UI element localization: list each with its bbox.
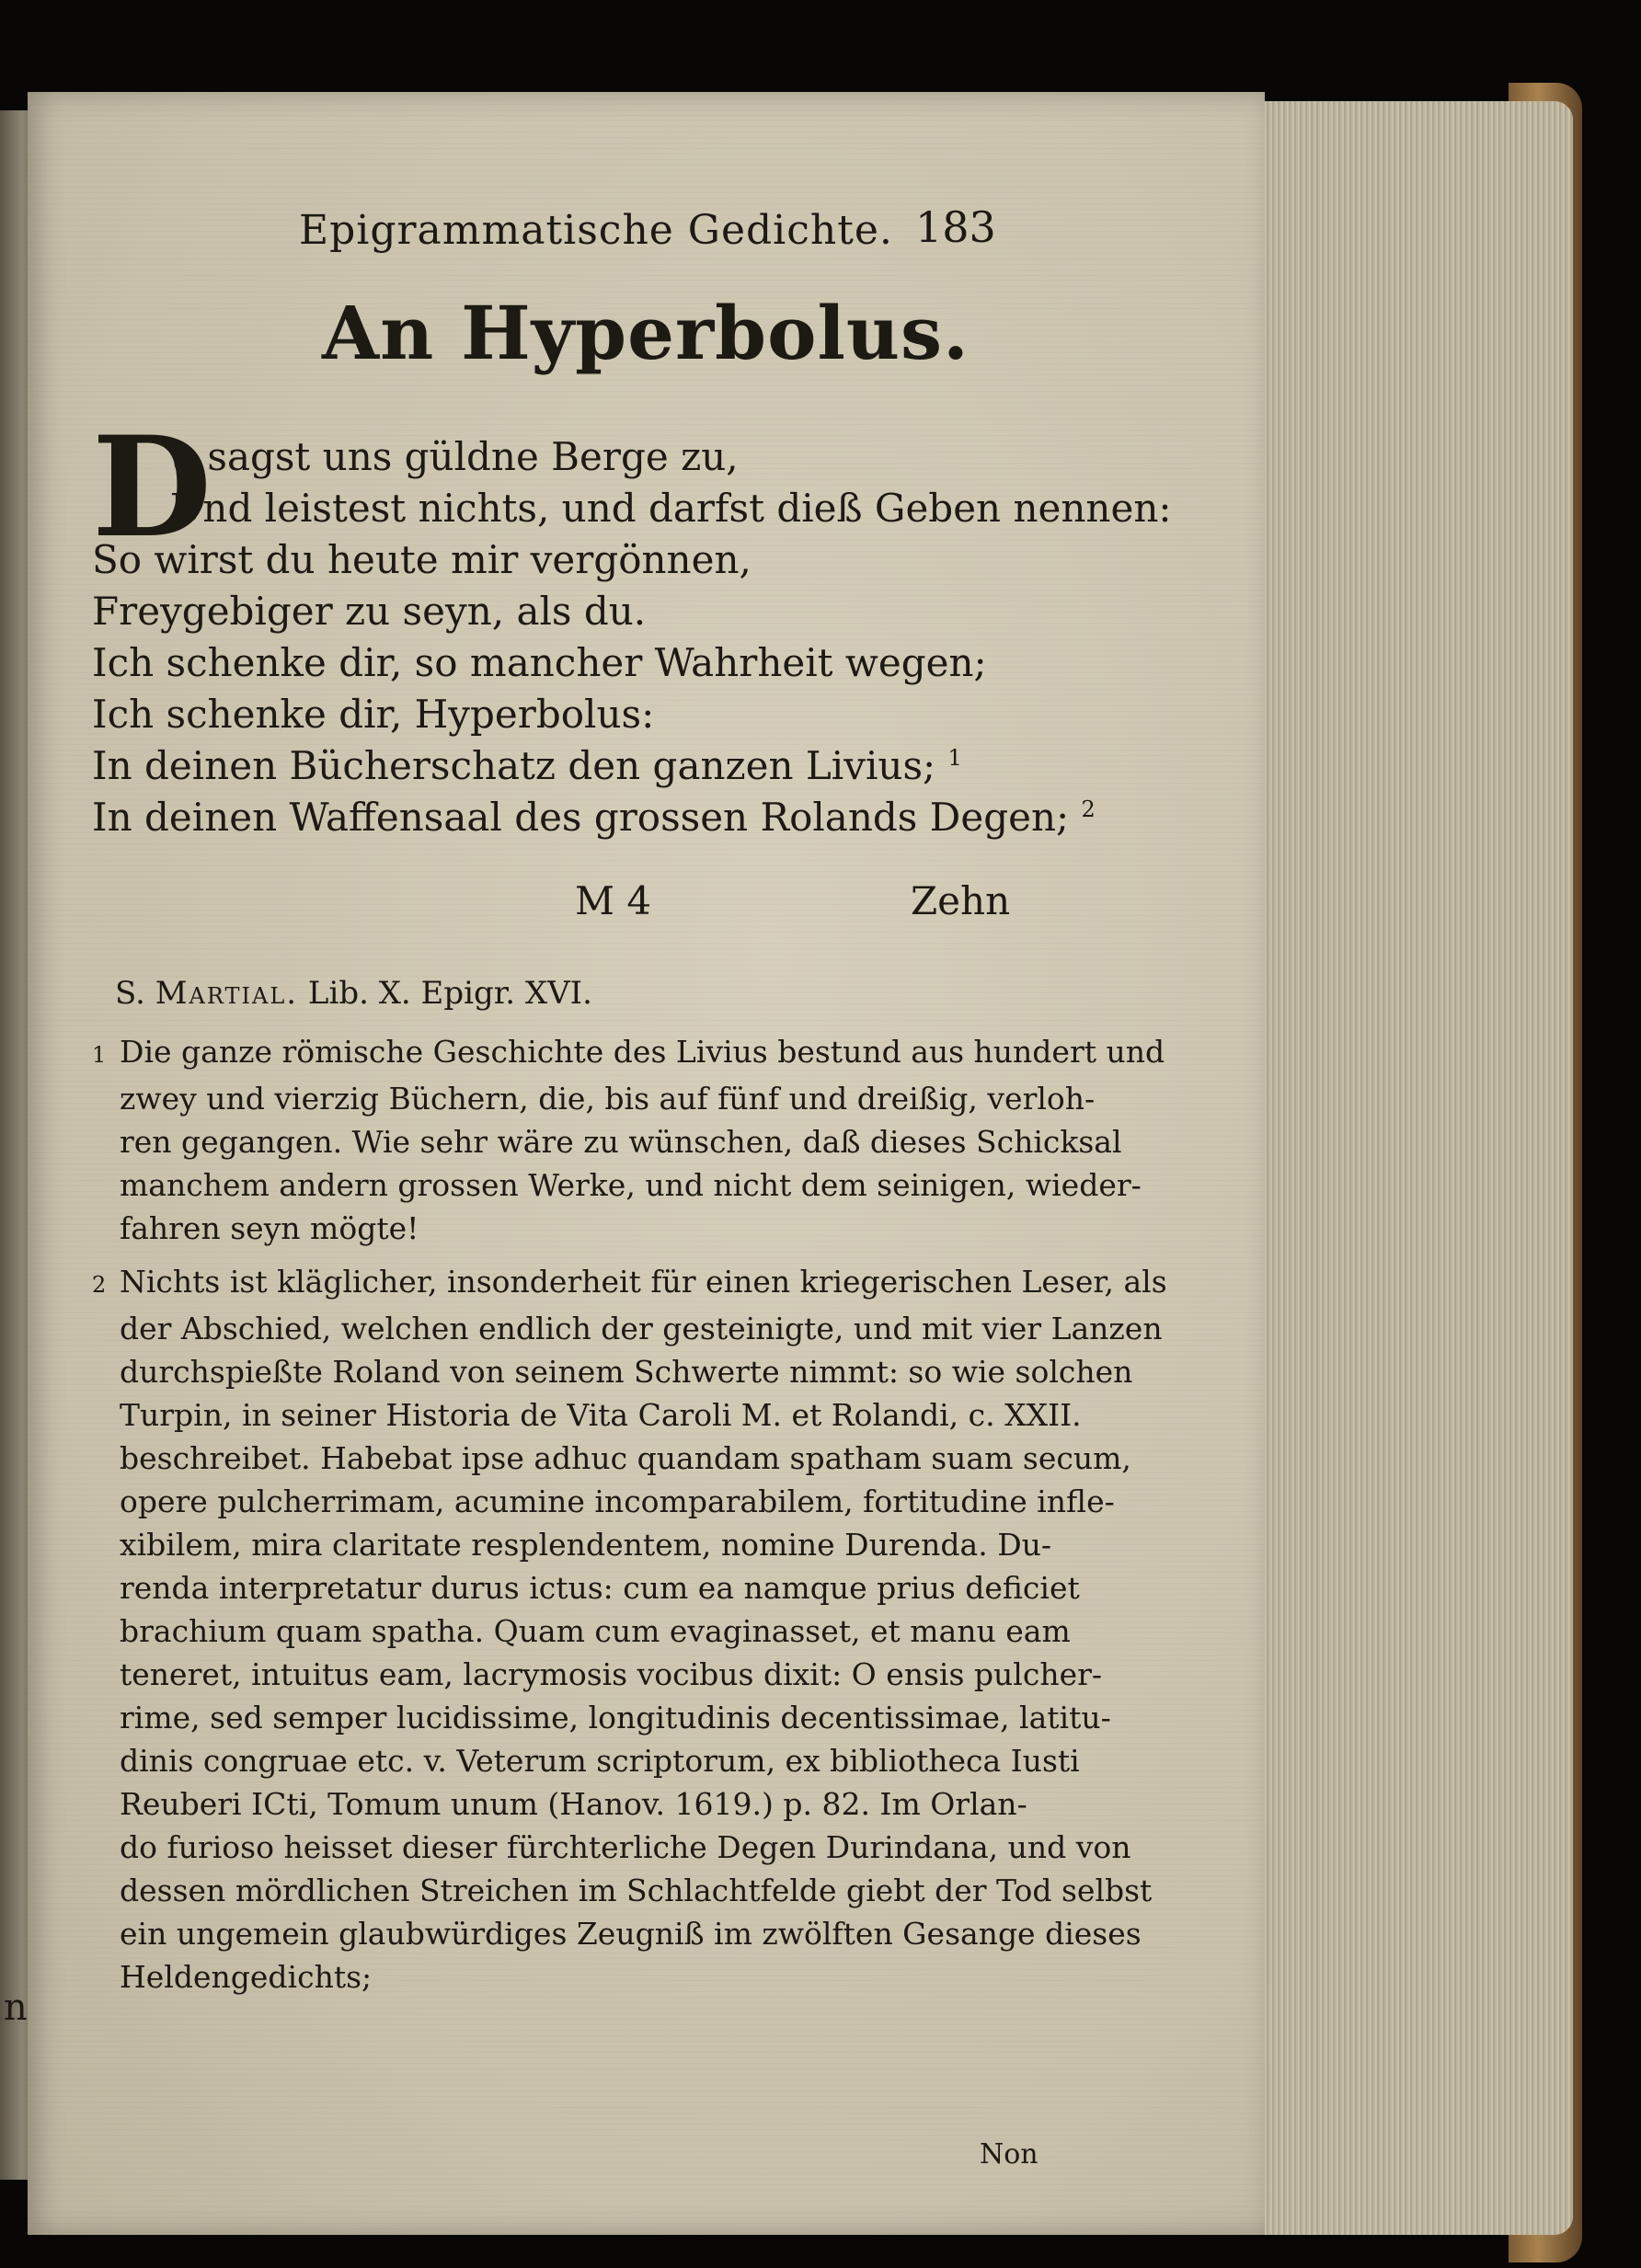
footnote-1 xyxy=(92,1030,1165,1250)
footnote-line: Turpin, in seiner Historia de Vita Caroli M. et Rolandi, c. XXII. xyxy=(120,1397,1082,1433)
footnote-line: fahren seyn mögte! xyxy=(120,1210,419,1246)
footnote-line: ren gegangen. Wie sehr wäre zu wünschen, daß dieses Schicksal xyxy=(120,1124,1122,1160)
poem-line: u sagst uns güldne Berge zu, xyxy=(170,434,739,479)
poem-line: Ich schenke dir, Hyperbolus: xyxy=(92,692,655,737)
footnote-number: 2 xyxy=(92,1272,107,1298)
poem-line: In deinen Bücherschatz den ganzen Livius; $^1$ xyxy=(92,743,962,788)
footnote-line: der Abschied, welchen endlich der gesteinigte, und mit vier Lanzen xyxy=(120,1311,1163,1346)
footnote-line: renda interpretatur durus ictus: cum ea namque prius deficiet xyxy=(120,1570,1080,1606)
poem-line: Freygebiger zu seyn, als du. xyxy=(92,589,647,634)
poem-line: Und leistest nichts, und darfst dieß Geben nennen: xyxy=(170,486,1172,531)
footnote-line: zwey und vierzig Büchern, die, bis auf fünf und dreißig, verloh- xyxy=(120,1081,1096,1117)
footnote-line: do furioso heisset dieser fürchterliche Degen Durindana, und von xyxy=(120,1829,1131,1865)
footnote-line: dessen mördlichen Streichen im Schlachtfelde giebt der Tod selbst xyxy=(120,1873,1153,1908)
running-head: Epigrammatische Gedichte. xyxy=(299,207,893,254)
poem-line: Ich schenke dir, so mancher Wahrheit wegen; xyxy=(92,640,987,685)
footnote-line: Die ganze römische Geschichte des Livius bestund aus hundert und xyxy=(120,1034,1165,1070)
poem-title: An Hyperbolus. xyxy=(322,290,970,376)
page-number: 183 xyxy=(915,202,996,252)
footnote-number: 1 xyxy=(92,1042,107,1068)
facing-page-fragment: n xyxy=(4,1987,28,2029)
footnote-line: Reuberi ICti, Tomum unum (Hanov. 1619.) p. 82. Im Orlan- xyxy=(120,1786,1027,1822)
footnote-line: opere pulcherrimam, acumine incomparabilem, fortitudine infle- xyxy=(120,1483,1115,1519)
source-citation xyxy=(115,975,592,1012)
footnote-line: dinis congruae etc. v. Veterum scriptorum, ex bibliotheca Iusti xyxy=(120,1743,1080,1779)
footnote-line: Heldengedichts; xyxy=(120,1959,373,1995)
poem-line: In deinen Waffensaal des grossen Rolands Degen; $^2$ xyxy=(92,795,1096,840)
source-author: Martial. xyxy=(155,975,299,1012)
footnote-line: brachium quam spatha. Quam cum evaginasset, et manu eam xyxy=(120,1613,1071,1649)
source-reference: Lib. X. Epigr. XVI. xyxy=(307,975,592,1012)
catchword: Zehn xyxy=(911,878,1011,923)
page-catchword: Non xyxy=(980,2138,1039,2171)
footnote-2 xyxy=(92,1260,1167,1999)
signature-mark: M 4 xyxy=(575,878,652,923)
footnote-line: ein ungemein glaubwürdiges Zeugniß im zwölften Gesange dieses xyxy=(120,1916,1142,1952)
footnote-ref: 1 xyxy=(947,745,962,771)
footnote-ref: 2 xyxy=(1081,796,1096,822)
footnote-line: Nichts ist kläglicher, insonderheit für einen kriegerischen Leser, als xyxy=(120,1264,1167,1300)
footnote-line: durchspießte Roland von seinem Schwerte nimmt: so wie solchen xyxy=(120,1354,1133,1390)
book-page xyxy=(28,92,1265,2235)
drop-cap: D xyxy=(92,407,212,568)
footnote-line: rime, sed semper lucidissime, longitudinis decentissimae, latitu- xyxy=(120,1700,1111,1735)
footnote-line: xibilem, mira claritate resplendentem, nomine Durenda. Du- xyxy=(120,1527,1052,1563)
footnote-line: beschreibet. Habebat ipse adhuc quandam spatham suam secum, xyxy=(120,1440,1131,1476)
page-fore-edge xyxy=(1242,101,1573,2235)
poem-line: So wirst du heute mir vergönnen, xyxy=(92,537,752,582)
footnote-line: manchem andern grossen Werke, und nicht dem seinigen, wieder- xyxy=(120,1167,1142,1203)
footnote-line: teneret, intuitus eam, lacrymosis vocibus dixit: O ensis pulcher- xyxy=(120,1656,1103,1692)
source-prefix: S. xyxy=(115,975,145,1012)
